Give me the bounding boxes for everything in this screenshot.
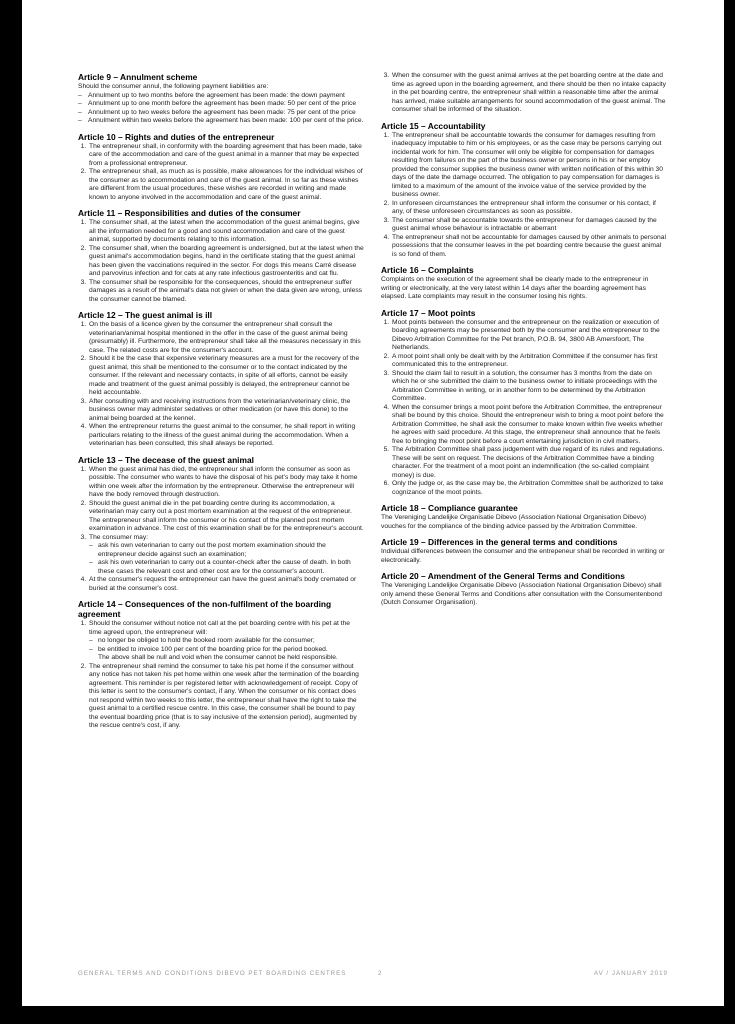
numbered-list-item: [391, 132, 667, 200]
numbered-list-item: [391, 370, 667, 404]
dash-list-item: – no longer be obliged to hold the booked room available for the consumer;: [89, 637, 364, 646]
list-item-text: The entrepreneur shall not be accountable for damages caused by other animals to personal possessions that the consumer leaves in the pet boarding centre because the guest animal is so fond of them.: [392, 233, 666, 258]
numbered-list-item: [391, 319, 667, 353]
article-heading: Article 17 – Moot points: [381, 307, 476, 318]
paragraph: Should the consumer annul, the following payment liabilities are:: [78, 83, 269, 90]
footer-date: AV / JANUARY 2019: [593, 970, 668, 977]
list-item-text: Should the claim fail to result in a solution, the consumer has 3 months from the date on which he or she submitted the claim to the business owner to initiate proceedings with the Arbitration Committee in writing, or in another form to be determined by the Arbitration Committee.: [392, 369, 658, 402]
list-item-note: The above shall be null and void when the consumer cannot be held responsible.: [98, 654, 338, 661]
article-section: [381, 265, 667, 302]
numbered-list-item: [391, 234, 667, 260]
numbered-list: [381, 72, 667, 115]
list-item-text: At the consumer's request the entrepreneur can have the guest animal's body cremated or buried at the consumer's cost.: [89, 576, 357, 592]
article-heading: Article 16 – Complaints: [381, 265, 474, 275]
numbered-list-item: [88, 143, 364, 169]
numbered-list-item: [88, 620, 364, 663]
list-item-text: The consumer may:: [89, 533, 149, 541]
numbered-list-item: [88, 500, 364, 534]
numbered-list-item: [88, 663, 364, 731]
page-footer: [78, 970, 668, 980]
list-item-text: When the consumer brings a moot point before the Arbitration Committee, the entrepreneur shall be bound by this choice. Should the entrepreneur wish to bring a moot point before the Arbitration Committee, he shall ask the consumer to make known within five weeks whether he agrees with said procedure. At this stage, the entrepreneur shall announce that he feels free to bringing the moot point before a court entertaining jurisdiction in civil matters.: [392, 403, 664, 445]
list-item-text: When the entrepreneur returns the guest animal to the consumer, he shall report in writing particulars relating to the illness of the guest animal during the accommodation. When a veterinarian has been consulted, this shall always be reported.: [89, 423, 356, 447]
list-item-text: The entrepreneur shall, as much as is possible, make allowances for the individual wishes of the consumer as to accommodation and care of the guest animal. In so far as these wishes are different from the usual procedures, these wishes are recorded in writing and made known to anyone involved in the accommodation and care of the guest animal.: [89, 168, 363, 201]
paragraph: Complaints on the execution of the agreement shall be clearly made to the entrepreneur in writing or electronically, at the very latest within 14 days after the boarding agreement has elapsed. Late complaints may result in the consumer losing his rights.: [381, 276, 649, 300]
numbered-list: [78, 143, 364, 203]
numbered-list-item: [391, 72, 667, 115]
paragraph: Individual differences between the consumer and the entrepeneur shall be recorded in writing or electronically.: [381, 548, 665, 564]
right-column: [381, 72, 667, 608]
article-section: [381, 121, 667, 260]
article-heading: Article 14 – Consequences of the non-fulfilment of the boarding agreement: [78, 599, 332, 619]
numbered-list: [78, 219, 364, 304]
numbered-list-item: [391, 404, 667, 447]
article-section: [78, 72, 364, 126]
list-item-text: The entrepreneur shall remind the consumer to take his pet home if the consumer without any notice has not taken his pet home within one week after the termination of the boarding agreement. This reminder is per registered letter with acknowledgement of receipt. Copy of this letter is sent to the consumer's contact, if any. When the consumer or his contact does not respond within two weeks to this letter, the entrepreneur shall have the right to take the guest animal to a certified rescue centre. In this case, the consumer shall be bound to pay the eventual boarding price (that is to say inclusive of the extension period), augmented by the rescue centre's cost, if any.: [89, 662, 359, 729]
article-heading: Article 18 – Compliance guarantee: [381, 503, 518, 513]
numbered-list-item: [88, 534, 364, 577]
dash-list-item: – be entitled to invoice 100 per cent of the boarding price for the period booked.: [89, 646, 364, 655]
numbered-list-item: [391, 480, 667, 497]
list-item-text: On the basis of a licence given by the consumer the entrepreneur shall consult the veterinarian/animal hospital mentioned in the offer in the case of the guest animal being (presumably) ill. Furthermore, the entrepreneur shall take all the measures necessary in this case. The related costs are for the consumer's account.: [89, 321, 361, 354]
list-item-text: The consumer shall, when the boarding agreement is undersigned, but at the latest when the guest animal's accommodation begins, hand in the certificate stating that the guest animal has been given the vaccinations required in the sector. For dogs this means Carré disease and parvovirus infection and for cats at any rate infectious gastroenteritis and cat flu.: [89, 244, 364, 277]
numbered-list-item: [88, 279, 364, 305]
article-section: [78, 310, 364, 449]
list-item-text: A moot point shall only be dealt with by the Arbitration Committee if the consumer has first communicated this to the entrepreneur.: [392, 352, 658, 368]
list-item-text: When the consumer with the guest animal arrives at the pet boarding centre at the date and time as agreed upon in the boarding agreement, and there should be then no intake capacity in the pet boarding centre, the entrepreneur shall within a reasonable time after the animal has arrived, make suitable arrangements for sound accommodation of the guest animal. The consumer shall be informed of the situation.: [392, 72, 667, 113]
list-item-text: Should the consumer without notice not call at the pet boarding centre with his pet at the time agreed upon, the entrepreneur will:: [89, 620, 350, 636]
numbered-list-item: [391, 200, 667, 217]
dash-list-item: – Annulment up to two weeks before the agreement has been made: 75 per cent of the price: [78, 109, 364, 118]
article-heading: Article 10 – Rights and duties of the entrepreneur: [78, 131, 275, 142]
article-heading: Article 12 – The guest animal is ill: [78, 310, 213, 320]
numbered-list-item: [88, 423, 364, 449]
numbered-list-item: [391, 353, 667, 370]
numbered-list: [78, 321, 364, 449]
footer-document-title: GENERAL TERMS AND CONDITIONS DIBEVO PET BOARDING CENTRES: [78, 970, 347, 977]
article-section: [381, 537, 667, 565]
list-item-text: In unforeseen circumstances the entrepreneur shall inform the consumer or his contact, if any, of these unforeseen circumstances as soon as possible.: [392, 199, 656, 215]
dash-list: [89, 637, 364, 654]
list-item-text: The consumer shall be responsible for the consequences, should the entrepreneur suffer damages as a result of the animal's data not given or when the data given are wrong, unless the consumer cannot be blamed.: [89, 278, 363, 303]
numbered-list-item: [88, 355, 364, 398]
list-item-text: Only the judge or, as the case may be, the Arbitration Committee shall be authorized to take cognizance of the moot points.: [392, 480, 664, 496]
dash-list-item: – ask his own veterinarian to carry out the post mortem examination should the entrepreneur decide against such an examination;: [89, 542, 364, 559]
numbered-list-item: [88, 398, 364, 424]
article-heading: Article 13 – The decease of the guest animal: [78, 454, 254, 465]
list-item-text: The Arbitration Committee shall pass judgement with due regard of its rules and regulations. These will be sent on request. The decisions of the Arbitration Committee have a binding character. For the treatment of a moot point an indemnification (the so-called complaint money) is due.: [392, 446, 665, 479]
numbered-list-item: [391, 217, 667, 234]
article-heading: Article 9 – Annulment scheme: [78, 72, 198, 82]
article-section: [78, 599, 364, 731]
list-item-text: Should it be the case that expensive veterinary measures are a must for the recovery of the guest animal, this shall be mentioned to the consumer or to the contact indicated by the consumer. If the relevant and necessary contacts, in spite of all efforts, cannot be easily made and treatment of the guest animal possibly is delayed, the entrepreneur cannot be held accountable.: [89, 355, 360, 396]
list-item-text: After consulting with and receiving instructions from the veterinarian/veterinary clinic, the business owner may administer sedatives or other medication (or have this done) to the animal being boarded at the kennel.: [89, 397, 351, 422]
paragraph: The Vereniging Landelijke Organisatie Dibevo (Association National Organisation Dibevo) vouches for the compliance of the binding advice passed by the Arbitration Committee.: [381, 514, 647, 530]
numbered-list-item: [88, 245, 364, 279]
numbered-list: [78, 466, 364, 594]
article-section: [381, 72, 667, 115]
numbered-list-item: [88, 576, 364, 593]
list-item-text: The entrepreneur shall be accountable towards the consumer for damages resulting from inadequacy imputable to him or his employees, or as the case may be persons carrying out incidental work for him. The consumer will only be eligible for compensation for damages resulting from failures on the part of the business owner or persons in his or her employ provided the consumer supplies the business owner with written notification of this within 30 days of the date the damage occurred. The obligation to pay compensation for damages is limited to a maximum of the amount of the invoice value of the service provided by the business owner.: [392, 131, 663, 198]
numbered-list-item: [88, 321, 364, 355]
document-page: [22, 0, 724, 1006]
article-section: [381, 308, 667, 498]
article-heading: Article 11 – Responsibilities and duties of the consumer: [78, 208, 301, 218]
dash-list-item: – Annulment within two weeks before the agreement has been made: 100 per cent of the price.: [78, 117, 364, 126]
footer-page-number: 2: [378, 970, 383, 977]
article-heading: Article 19 – Differences in the general terms and conditions: [381, 537, 618, 547]
list-item-text: The consumer shall be accountable towards the entrepreneur for damages caused by the guest animal whose behaviour is intractable or aberrant: [392, 216, 657, 232]
numbered-list: [381, 132, 667, 260]
list-item-text: Moot points between the consumer and the entrepreneur on the realization or execution of boarding agreements may be presented both by the consumer and the entrepreneur to the Dibevo Arbitration Committee for the Pet branch, P.O.B. 94, 3800 AB Amersfoort, The Netherlands.: [392, 318, 660, 351]
paragraph: The Vereniging Landelijke Organisatie Dibevo (Association National Organisation Dibevo) shall only amend these General Terms and Conditions after consultation with the Consumentenbond (Dutch Consumer Organisation).: [381, 582, 662, 606]
article-heading: Article 15 – Accountability: [381, 120, 486, 131]
article-section: [381, 571, 667, 608]
numbered-list-item: [88, 466, 364, 500]
article-section: [78, 208, 364, 304]
numbered-list: [78, 620, 364, 731]
article-section: [381, 503, 667, 531]
dash-list: [89, 542, 364, 576]
numbered-list-item: [391, 446, 667, 480]
left-column: [78, 72, 364, 731]
numbered-list-item: [88, 168, 364, 202]
dash-list-item: – Annulment up to one month before the agreement has been made: 50 per cent of the price: [78, 100, 364, 109]
dash-list: [78, 92, 364, 126]
article-heading: Article 20 – Amendment of the General Terms and Conditions: [381, 571, 625, 581]
numbered-list-item: [88, 219, 364, 245]
article-section: [78, 455, 364, 594]
list-item-text: Should the guest animal die in the pet boarding centre during its accommodation, a veterinarian may carry out a post mortem examination at the request of the entrepreneur. The entrepreneur shall inform the consumer or his contact of the planned post mortem examination in advance. The cost of this examination shall be for the entrepreneur's account.: [89, 499, 364, 532]
list-item-text: The consumer shall, at the latest when the accommodation of the guest animal begins, give all the information needed for a good and sound accommodation and care of the guest animal, supported by documents relating to this information.: [89, 219, 360, 243]
dash-list-item: – Annulment up to two months before the agreement has been made: the down payment: [78, 92, 364, 101]
dash-list-item: – ask his own veterinarian to carry out a counter-check after the cause of death. In both these cases the relevant cost and other cost are for the consumer's account.: [89, 559, 364, 576]
list-item-text: The entrepreneur shall, in conformity with the boarding agreement that has been made, take care of the accommodation and care of the guest animal in a manner that may be expected from a professional entrepreneur.: [89, 142, 362, 167]
list-item-text: When the guest animal has died, the entrepreneur shall inform the consumer as soon as possible. The consumer who wants to have the disposal of his pet's body may take it home within one week after the information by the entrepreneur. Otherwise the entrepreneur will have the body removed through destruction.: [89, 465, 358, 498]
article-section: [78, 132, 364, 203]
numbered-list: [381, 319, 667, 498]
